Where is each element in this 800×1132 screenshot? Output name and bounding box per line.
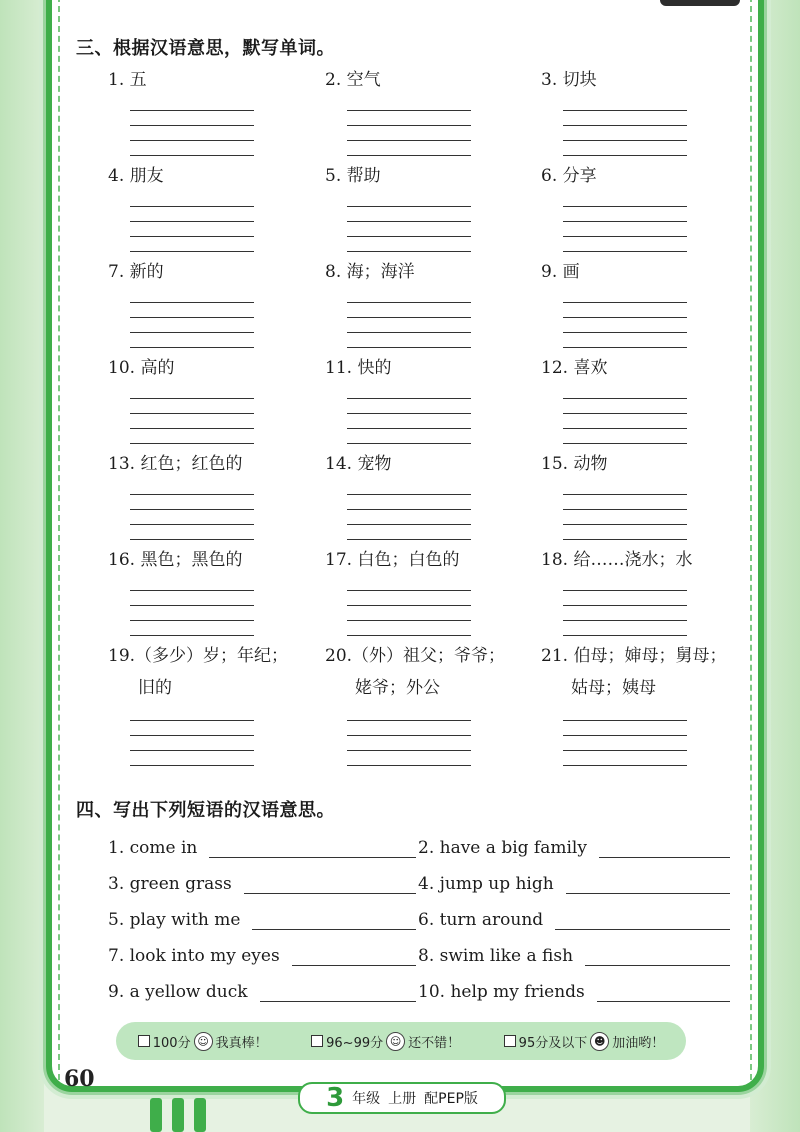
writing-line[interactable] xyxy=(347,192,471,207)
grade-text: 年级 xyxy=(352,1091,381,1107)
writing-line[interactable] xyxy=(563,303,687,318)
vocab-label: 13. 红色；红色的 xyxy=(108,454,243,474)
footer-badge xyxy=(298,1082,506,1114)
answer-lines[interactable] xyxy=(347,384,471,444)
answer-lines[interactable] xyxy=(563,96,687,156)
writing-line[interactable] xyxy=(130,414,254,429)
writing-line[interactable] xyxy=(563,237,687,252)
score-range: 96~99分 xyxy=(326,1035,384,1051)
top-tab-decoration xyxy=(660,0,740,6)
writing-line[interactable] xyxy=(563,192,687,207)
writing-line[interactable] xyxy=(130,222,254,237)
answer-lines[interactable] xyxy=(347,480,471,540)
writing-line[interactable] xyxy=(347,429,471,444)
phrase-grid xyxy=(108,830,732,1002)
vocab-item xyxy=(108,548,325,644)
writing-line[interactable] xyxy=(347,736,471,751)
answer-line[interactable] xyxy=(585,943,730,966)
writing-line[interactable] xyxy=(563,706,687,721)
answer-line[interactable] xyxy=(252,907,416,930)
smile-face-icon: ☺ xyxy=(386,1032,405,1051)
decoration-bar xyxy=(150,1098,162,1132)
writing-line[interactable] xyxy=(347,525,471,540)
phrase-item xyxy=(418,866,732,894)
vocab-label: 9. 画 xyxy=(541,262,580,282)
writing-line[interactable] xyxy=(563,576,687,591)
writing-line[interactable] xyxy=(347,384,471,399)
score-checkbox-96-99[interactable] xyxy=(311,1035,323,1047)
writing-line[interactable] xyxy=(130,399,254,414)
writing-line[interactable] xyxy=(563,222,687,237)
vocab-grid xyxy=(108,68,728,774)
writing-line[interactable] xyxy=(347,414,471,429)
writing-line[interactable] xyxy=(347,207,471,222)
writing-line[interactable] xyxy=(347,721,471,736)
writing-line[interactable] xyxy=(130,525,254,540)
vocab-item xyxy=(541,356,728,452)
score-item-100 xyxy=(138,1032,268,1051)
vocab-label: 1. 五 xyxy=(108,70,147,90)
phrase-label: 7. look into my eyes xyxy=(108,946,280,966)
writing-line[interactable] xyxy=(130,384,254,399)
vocab-label: 5. 帮助 xyxy=(325,166,381,186)
answer-line[interactable] xyxy=(260,979,416,1002)
writing-line[interactable] xyxy=(130,207,254,222)
answer-line[interactable] xyxy=(597,979,730,1002)
phrase-item xyxy=(418,938,732,966)
answer-lines[interactable] xyxy=(347,192,471,252)
writing-line[interactable] xyxy=(347,141,471,156)
vocab-label-continued: 姑母；姨母 xyxy=(571,678,656,698)
writing-line[interactable] xyxy=(347,303,471,318)
grade-number: 3 xyxy=(326,1083,345,1113)
writing-line[interactable] xyxy=(347,237,471,252)
answer-lines[interactable] xyxy=(563,288,687,348)
answer-lines[interactable] xyxy=(130,576,254,636)
vocab-item xyxy=(325,68,541,164)
writing-line[interactable] xyxy=(563,736,687,751)
vocab-label: 20.（外）祖父；爷爷； xyxy=(325,646,506,666)
vocab-label: 17. 白色；白色的 xyxy=(325,550,460,570)
score-range: 100分 xyxy=(152,1035,191,1051)
phrase-label: 4. jump up high xyxy=(418,874,554,894)
writing-line[interactable] xyxy=(130,510,254,525)
answer-lines[interactable] xyxy=(347,706,471,766)
writing-line[interactable] xyxy=(130,480,254,495)
vocab-label: 8. 海；海洋 xyxy=(325,262,415,282)
score-item-96-99 xyxy=(311,1032,460,1051)
writing-line[interactable] xyxy=(130,141,254,156)
writing-line[interactable] xyxy=(130,495,254,510)
answer-line[interactable] xyxy=(555,907,730,930)
writing-line[interactable] xyxy=(130,751,254,766)
vocab-item xyxy=(108,164,325,260)
page-number: 60 xyxy=(64,1066,95,1092)
score-comment: 我真棒！ xyxy=(215,1035,268,1051)
writing-line[interactable] xyxy=(563,721,687,736)
answer-lines[interactable] xyxy=(347,96,471,156)
phrase-item xyxy=(108,974,418,1002)
writing-line[interactable] xyxy=(130,429,254,444)
vocab-label: 4. 朋友 xyxy=(108,166,164,186)
section3-title: 三、根据汉语意思，默写单词。 xyxy=(76,38,335,59)
writing-line[interactable] xyxy=(130,96,254,111)
answer-lines[interactable] xyxy=(563,706,687,766)
phrase-item xyxy=(108,938,418,966)
answer-lines[interactable] xyxy=(130,480,254,540)
writing-line[interactable] xyxy=(347,288,471,303)
answer-lines[interactable] xyxy=(563,192,687,252)
vocab-item xyxy=(325,164,541,260)
vocab-label: 19.（多少）岁；年纪； xyxy=(108,646,289,666)
writing-line[interactable] xyxy=(130,736,254,751)
answer-lines[interactable] xyxy=(563,384,687,444)
answer-line[interactable] xyxy=(244,871,416,894)
writing-line[interactable] xyxy=(347,96,471,111)
vocab-label: 2. 空气 xyxy=(325,70,381,90)
writing-line[interactable] xyxy=(563,480,687,495)
writing-line[interactable] xyxy=(563,510,687,525)
vocab-item xyxy=(108,452,325,548)
phrase-label: 1. come in xyxy=(108,838,198,858)
writing-line[interactable] xyxy=(563,495,687,510)
vocab-label: 14. 宠物 xyxy=(325,454,392,474)
vocab-label: 11. 快的 xyxy=(325,358,392,378)
answer-line[interactable] xyxy=(209,835,416,858)
vocab-item xyxy=(325,260,541,356)
vocab-item xyxy=(108,68,325,164)
vocab-item xyxy=(541,548,728,644)
answer-lines[interactable] xyxy=(130,96,254,156)
phrase-label: 6. turn around xyxy=(418,910,544,930)
vocab-label-continued: 姥爷；外公 xyxy=(355,678,440,698)
vocab-label: 18. 给……浇水；水 xyxy=(541,550,693,570)
writing-line[interactable] xyxy=(347,510,471,525)
vocab-label: 10. 高的 xyxy=(108,358,175,378)
vocab-label: 3. 切块 xyxy=(541,70,597,90)
writing-line[interactable] xyxy=(130,237,254,252)
writing-line[interactable] xyxy=(563,333,687,348)
phrase-label: 2. have a big family xyxy=(418,838,587,858)
writing-line[interactable] xyxy=(130,721,254,736)
writing-line[interactable] xyxy=(347,399,471,414)
footer-decoration xyxy=(150,1098,206,1132)
answer-lines[interactable] xyxy=(130,384,254,444)
vocab-item xyxy=(108,644,325,774)
score-bar xyxy=(116,1022,686,1060)
writing-line[interactable] xyxy=(347,751,471,766)
writing-line[interactable] xyxy=(563,621,687,636)
answer-lines[interactable] xyxy=(130,192,254,252)
writing-line[interactable] xyxy=(130,288,254,303)
answer-line[interactable] xyxy=(566,871,730,894)
writing-line[interactable] xyxy=(347,126,471,141)
vocab-item xyxy=(325,644,541,774)
writing-line[interactable] xyxy=(563,384,687,399)
phrase-item xyxy=(108,866,418,894)
decoration-bar xyxy=(194,1098,206,1132)
writing-line[interactable] xyxy=(563,318,687,333)
writing-line[interactable] xyxy=(130,126,254,141)
edition-text: 配PEP版 xyxy=(424,1091,478,1107)
answer-lines[interactable] xyxy=(130,706,254,766)
vocab-label: 12. 喜欢 xyxy=(541,358,608,378)
vocab-item xyxy=(325,452,541,548)
phrase-label: 3. green grass xyxy=(108,874,232,894)
cheer-face-icon: ☻ xyxy=(590,1032,609,1051)
answer-lines[interactable] xyxy=(563,576,687,636)
section4-title: 四、写出下列短语的汉语意思。 xyxy=(76,800,335,821)
writing-line[interactable] xyxy=(563,141,687,156)
writing-line[interactable] xyxy=(347,495,471,510)
answer-lines[interactable] xyxy=(563,480,687,540)
score-checkbox-100[interactable] xyxy=(138,1035,150,1047)
phrase-label: 5. play with me xyxy=(108,910,241,930)
writing-line[interactable] xyxy=(563,606,687,621)
writing-line[interactable] xyxy=(347,576,471,591)
vocab-item xyxy=(541,452,728,548)
writing-line[interactable] xyxy=(347,621,471,636)
writing-line[interactable] xyxy=(347,333,471,348)
phrase-item xyxy=(108,830,418,858)
vocab-label: 7. 新的 xyxy=(108,262,164,282)
vocab-label: 6. 分享 xyxy=(541,166,597,186)
phrase-label: 9. a yellow duck xyxy=(108,982,248,1002)
writing-line[interactable] xyxy=(347,591,471,606)
phrase-item xyxy=(108,902,418,930)
writing-line[interactable] xyxy=(563,288,687,303)
vocab-item xyxy=(325,548,541,644)
left-margin-background xyxy=(0,0,44,1132)
vocab-label: 16. 黑色；黑色的 xyxy=(108,550,243,570)
vocab-item xyxy=(541,164,728,260)
vocab-item xyxy=(325,356,541,452)
answer-lines[interactable] xyxy=(130,288,254,348)
score-item-95-below xyxy=(504,1032,665,1051)
writing-line[interactable] xyxy=(130,303,254,318)
writing-line[interactable] xyxy=(347,706,471,721)
vocab-item xyxy=(541,260,728,356)
vocab-item xyxy=(108,356,325,452)
writing-line[interactable] xyxy=(563,96,687,111)
writing-line[interactable] xyxy=(563,111,687,126)
decoration-bar xyxy=(172,1098,184,1132)
writing-line[interactable] xyxy=(130,333,254,348)
vocab-label: 21. 伯母；婶母；舅母； xyxy=(541,646,727,666)
writing-line[interactable] xyxy=(563,126,687,141)
writing-line[interactable] xyxy=(130,591,254,606)
writing-line[interactable] xyxy=(347,111,471,126)
answer-line[interactable] xyxy=(292,943,416,966)
phrase-item xyxy=(418,830,732,858)
vocab-item xyxy=(541,68,728,164)
happy-face-icon: ☺ xyxy=(194,1032,213,1051)
vocab-label: 15. 动物 xyxy=(541,454,608,474)
vocab-label-continued: 旧的 xyxy=(138,678,172,698)
writing-line[interactable] xyxy=(130,192,254,207)
writing-line[interactable] xyxy=(130,111,254,126)
answer-lines[interactable] xyxy=(347,288,471,348)
writing-line[interactable] xyxy=(130,621,254,636)
score-checkbox-95-below[interactable] xyxy=(504,1035,516,1047)
writing-line[interactable] xyxy=(563,525,687,540)
score-range: 95分及以下 xyxy=(518,1035,588,1051)
answer-lines[interactable] xyxy=(347,576,471,636)
writing-line[interactable] xyxy=(563,399,687,414)
answer-line[interactable] xyxy=(599,835,730,858)
writing-line[interactable] xyxy=(130,606,254,621)
writing-line[interactable] xyxy=(563,751,687,766)
writing-line[interactable] xyxy=(563,429,687,444)
phrase-label: 10. help my friends xyxy=(418,982,585,1002)
score-comment: 加油哟！ xyxy=(612,1035,665,1051)
writing-line[interactable] xyxy=(347,222,471,237)
writing-line[interactable] xyxy=(563,414,687,429)
writing-line[interactable] xyxy=(563,591,687,606)
writing-line[interactable] xyxy=(347,480,471,495)
writing-line[interactable] xyxy=(130,318,254,333)
phrase-label: 8. swim like a fish xyxy=(418,946,574,966)
writing-line[interactable] xyxy=(347,318,471,333)
term-text: 上册 xyxy=(388,1091,417,1107)
writing-line[interactable] xyxy=(563,207,687,222)
writing-line[interactable] xyxy=(347,606,471,621)
writing-line[interactable] xyxy=(130,576,254,591)
score-comment: 还不错！ xyxy=(408,1035,461,1051)
vocab-item xyxy=(108,260,325,356)
vocab-item xyxy=(541,644,728,774)
phrase-item xyxy=(418,902,732,930)
phrase-item xyxy=(418,974,732,1002)
writing-line[interactable] xyxy=(130,706,254,721)
